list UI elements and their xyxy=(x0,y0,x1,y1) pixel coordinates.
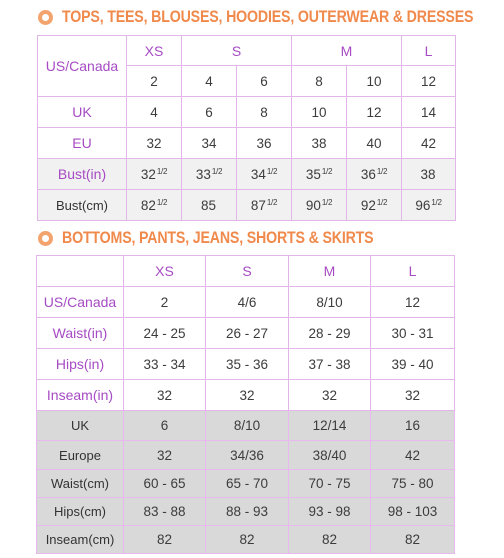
table-cell: 34 xyxy=(182,128,237,159)
table-row xyxy=(38,128,456,159)
table-cell: 32 xyxy=(289,380,371,411)
table-cell: 12 xyxy=(402,66,456,97)
table-cell: 40 xyxy=(347,128,402,159)
table-cell: 42 xyxy=(371,441,455,470)
table-row xyxy=(37,411,455,441)
table-row xyxy=(37,318,455,349)
table-cell: 35 - 36 xyxy=(206,349,289,380)
row-label: UK xyxy=(38,97,127,128)
table-cell: 85 xyxy=(182,190,237,221)
table-cell: 28 - 29 xyxy=(289,318,371,349)
table-cell: 16 xyxy=(371,411,455,441)
table-cell: 60 - 65 xyxy=(124,470,206,498)
row-label: Inseam(in) xyxy=(37,380,124,411)
table-cell: 65 - 70 xyxy=(206,470,289,498)
table-cell: 42 xyxy=(402,128,456,159)
table-cell: 6 xyxy=(182,97,237,128)
row-label: EU xyxy=(38,128,127,159)
table-cell: 12/14 xyxy=(289,411,371,441)
row-label: Hips(cm) xyxy=(37,498,124,526)
table-cell: $36^{1/2}$ xyxy=(347,159,402,190)
table-row xyxy=(37,441,455,470)
row-label: Bust(in) xyxy=(38,159,127,190)
bottoms-size-table xyxy=(36,255,455,554)
table-cell: $90^{1/2}$ xyxy=(292,190,347,221)
size-header-xs: XS xyxy=(124,256,206,287)
table-cell: $33^{1/2}$ xyxy=(182,159,237,190)
table-cell: 24 - 25 xyxy=(124,318,206,349)
row-label: Inseam(cm) xyxy=(37,526,124,554)
empty-corner-cell xyxy=(37,256,124,287)
size-header-l: L xyxy=(402,36,456,66)
tops-section-title xyxy=(38,6,504,28)
table-cell: $35^{1/2}$ xyxy=(292,159,347,190)
table-cell: 4/6 xyxy=(206,287,289,318)
table-row xyxy=(38,190,456,221)
table-row xyxy=(37,349,455,380)
table-row xyxy=(37,526,455,554)
table-cell: 4 xyxy=(127,97,182,128)
row-label: US/Canada xyxy=(38,36,127,97)
table-cell: 8 xyxy=(237,97,292,128)
table-cell: $34^{1/2}$ xyxy=(237,159,292,190)
row-label: Waist(in) xyxy=(37,318,124,349)
table-cell: 82 xyxy=(289,526,371,554)
table-row xyxy=(37,380,455,411)
table-cell: 30 - 31 xyxy=(371,318,455,349)
table-cell: 93 - 98 xyxy=(289,498,371,526)
table-cell: 34/36 xyxy=(206,441,289,470)
table-cell: 32 xyxy=(206,380,289,411)
bottoms-section-title xyxy=(38,227,424,249)
table-row xyxy=(37,287,455,318)
table-cell: 8/10 xyxy=(206,411,289,441)
tops-title: TOPS, TEES, BLOUSES, HOODIES, OUTERWEAR & DRESSES xyxy=(62,7,474,26)
table-cell: 2 xyxy=(124,287,206,318)
size-header-xs: XS xyxy=(127,36,182,66)
table-cell: 32 xyxy=(127,128,182,159)
row-label: Bust(cm) xyxy=(38,190,127,221)
table-cell: 82 xyxy=(371,526,455,554)
bottoms-title: BOTTOMS, PANTS, JEANS, SHORTS & SKIRTS xyxy=(62,228,374,247)
table-cell: 32 xyxy=(124,380,206,411)
table-cell: $87^{1/2}$ xyxy=(237,190,292,221)
table-cell: 38 xyxy=(292,128,347,159)
table-cell: 32 xyxy=(371,380,455,411)
table-cell: 2 xyxy=(127,66,182,97)
circle-bullet-icon xyxy=(38,231,53,246)
table-cell: 70 - 75 xyxy=(289,470,371,498)
row-label: US/Canada xyxy=(37,287,124,318)
table-cell: 12 xyxy=(371,287,455,318)
bottoms-header-row xyxy=(37,256,455,287)
size-header-l: L xyxy=(371,256,455,287)
table-cell: $92^{1/2}$ xyxy=(347,190,402,221)
table-cell: 10 xyxy=(292,97,347,128)
row-label: Europe xyxy=(37,441,124,470)
size-header-s: S xyxy=(182,36,292,66)
table-row xyxy=(38,97,456,128)
table-cell: 36 xyxy=(237,128,292,159)
table-cell: 38/40 xyxy=(289,441,371,470)
size-header-s: S xyxy=(206,256,289,287)
table-cell: 82 xyxy=(206,526,289,554)
table-cell: 39 - 40 xyxy=(371,349,455,380)
table-cell: 33 - 34 xyxy=(124,349,206,380)
row-label: Hips(in) xyxy=(37,349,124,380)
row-label: Waist(cm) xyxy=(37,470,124,498)
table-row xyxy=(38,159,456,190)
table-cell: 8 xyxy=(292,66,347,97)
table-cell: $32^{1/2}$ xyxy=(127,159,182,190)
row-label: UK xyxy=(37,411,124,441)
tops-size-table xyxy=(37,35,456,221)
size-header-m: M xyxy=(289,256,371,287)
table-cell: 6 xyxy=(124,411,206,441)
table-cell: 8/10 xyxy=(289,287,371,318)
tops-header-row xyxy=(38,36,456,66)
table-row xyxy=(37,470,455,498)
table-cell: 83 - 88 xyxy=(124,498,206,526)
size-header-m: M xyxy=(292,36,402,66)
table-cell: 75 - 80 xyxy=(371,470,455,498)
table-cell: $96^{1/2}$ xyxy=(402,190,456,221)
table-cell: 12 xyxy=(347,97,402,128)
table-cell: 6 xyxy=(237,66,292,97)
table-cell: $82^{1/2}$ xyxy=(127,190,182,221)
table-cell: 10 xyxy=(347,66,402,97)
table-cell: 32 xyxy=(124,441,206,470)
table-cell: 82 xyxy=(124,526,206,554)
table-cell: 38 xyxy=(402,159,456,190)
table-cell: 14 xyxy=(402,97,456,128)
table-row xyxy=(37,498,455,526)
circle-bullet-icon xyxy=(38,10,53,25)
table-cell: 37 - 38 xyxy=(289,349,371,380)
table-cell: 26 - 27 xyxy=(206,318,289,349)
table-cell: 4 xyxy=(182,66,237,97)
table-cell: 98 - 103 xyxy=(371,498,455,526)
table-cell: 88 - 93 xyxy=(206,498,289,526)
